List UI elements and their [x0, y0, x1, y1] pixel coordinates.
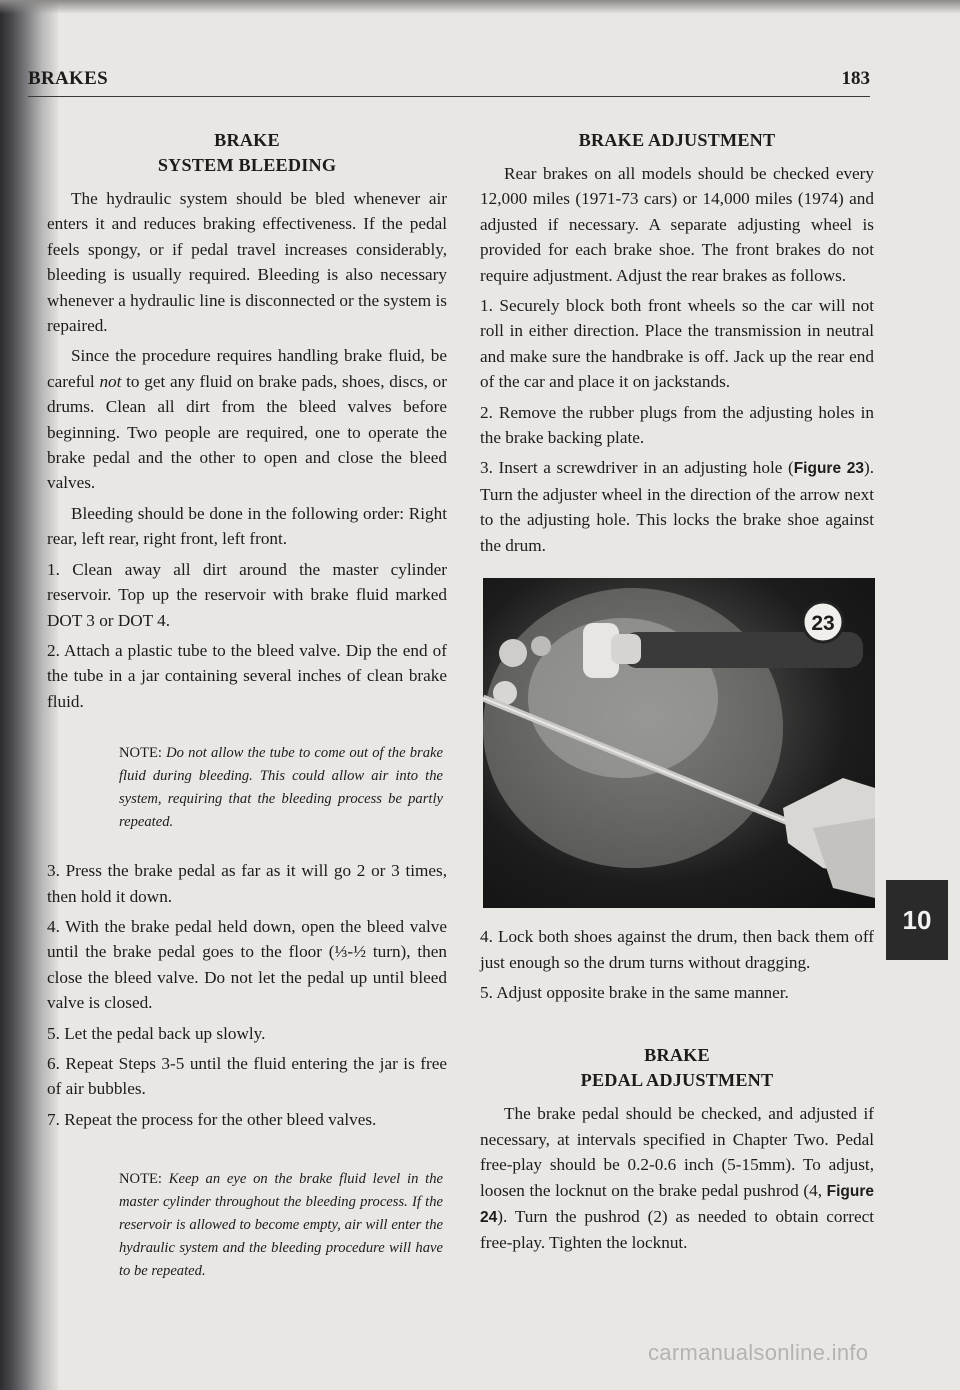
step-2: 2. Attach a plastic tube to the bleed valve. Dip the end of the tube in a jar containing several inches of clean brake fluid.	[47, 640, 447, 711]
paragraph	[480, 1101, 874, 1255]
heading-line: PEDAL ADJUSTMENT	[580, 1070, 774, 1091]
note-fluid-level	[119, 1168, 443, 1283]
brake-adjustment-heading: BRAKE ADJUSTMENT	[578, 130, 776, 150]
step-1: 1. Securely block both front wheels so the car will not roll in either direction. Place the transmission in neutral and make sure the handbrake is off. Jack up the rear end of the car and place it on jackstands.	[480, 296, 874, 392]
step-text: ). Turn the adjuster wheel in the direction of the arrow next to the adjusting hole. This locks the brake shoe against the drum.	[480, 458, 874, 555]
emphasis: not	[99, 371, 122, 391]
figure-number-label: 23	[811, 612, 835, 636]
step-4: 4. Lock both shoes against the drum, then back them off just enough so the drum turns without dragging.	[480, 927, 874, 972]
note-tube	[119, 742, 443, 834]
note-text: Do not allow the tube to come out of the brake fluid during bleeding. This could allow air into the system, requiring that the bleeding process be partly repeated.	[119, 745, 443, 831]
paragraph: The hydraulic system should be bled whenever air enters it and reduces braking effectiveness. If the pedal feels spongy, or if pedal travel increases considerably, bleeding is usually required. Bleeding is also necessary whenever a hydraulic line is disconnected or the system is repaired.	[47, 189, 447, 336]
brake-bleeding-heading	[47, 128, 447, 178]
step-5: 5. Adjust opposite brake in the same manner.	[480, 982, 789, 1002]
step-3	[480, 455, 874, 558]
right-column	[480, 128, 874, 1261]
figure-reference: Figure 24	[480, 1182, 874, 1226]
note-label: NOTE:	[119, 745, 167, 762]
figure-23-photo	[483, 578, 875, 908]
paragraph: Bleeding should be done in the following order: Right rear, left rear, right front, left front.	[47, 503, 447, 549]
section-title: BRAKES	[28, 68, 108, 89]
note-text: Keep an eye on the brake fluid level in the master cylinder throughout the bleeding process. If the reservoir is allowed to become empty, air will enter the hydraulic system and the bleeding procedure will have to be repeated.	[119, 1171, 443, 1280]
step-2: 2. Remove the rubber plugs from the adjusting holes in the brake backing plate.	[480, 402, 874, 448]
figure-reference: Figure 23	[793, 460, 864, 478]
brake-pedal-adjustment-heading	[480, 1043, 874, 1093]
paragraph-text: to get any fluid on brake pads, shoes, discs, or drums. Clean all dirt from the bleed valves before beginning. Two people are required, one to operate the brake pedal and the other to open and close the bleed valves.	[47, 371, 447, 493]
heading-line: BRAKE	[644, 1045, 710, 1066]
step-4: 4. With the brake pedal held down, open the bleed valve until the brake pedal goes to the floor (⅓-½ turn), then close the bleed valve. Do not let the pedal up until bleed valve is closed.	[47, 916, 447, 1013]
paragraph-text: ). Turn the pushrod (2) as needed to obtain correct free-play. Tighten the locknut.	[480, 1206, 874, 1253]
paragraph	[47, 343, 447, 495]
heading-line: BRAKE	[214, 130, 280, 150]
step-6: 6. Repeat Steps 3-5 until the fluid entering the jar is free of air bubbles.	[47, 1053, 447, 1099]
step-3: 3. Press the brake pedal as far as it will go 2 or 3 times, then hold it down.	[47, 861, 447, 906]
step-text: 3. Insert a screwdriver in an adjusting hole (	[480, 458, 794, 478]
left-column	[47, 128, 447, 1307]
step-5: 5. Let the pedal back up slowly.	[47, 1023, 266, 1043]
watermark: carmanualsonline.info	[648, 1340, 869, 1365]
chapter-tab: 10	[886, 880, 948, 960]
paragraph-text: Since the procedure requires handling brake fluid, be careful	[47, 346, 447, 391]
page-number: 183	[841, 68, 870, 89]
paragraph: Rear brakes on all models should be checked every 12,000 miles (1971-73 cars) or 14,000 miles (1974) and adjusted if necessary. A separate adjusting wheel is provided for each brake shoe. The front brakes do not require adjustment. Adjust the rear brakes as follows.	[480, 164, 874, 285]
step-7: 7. Repeat the process for the other bleed valves.	[47, 1109, 377, 1129]
top-edge-shadow	[0, 0, 960, 14]
heading-line: SYSTEM BLEEDING	[157, 155, 337, 175]
paragraph-text: The brake pedal should be checked, and adjusted if necessary, at intervals specified in Chapter Two. Pedal free-play should be 0.2-0.6 inch (5-15mm). To adjust, loosen the locknut on the brake pedal pushrod (4,	[480, 1104, 874, 1200]
running-header	[28, 62, 870, 97]
note-label: NOTE:	[119, 1171, 169, 1188]
brake-drum-illustration	[483, 578, 875, 908]
step-1: 1. Clean away all dirt around the master cylinder reservoir. Top up the reservoir with brake fluid marked DOT 3 or DOT 4.	[47, 559, 447, 630]
